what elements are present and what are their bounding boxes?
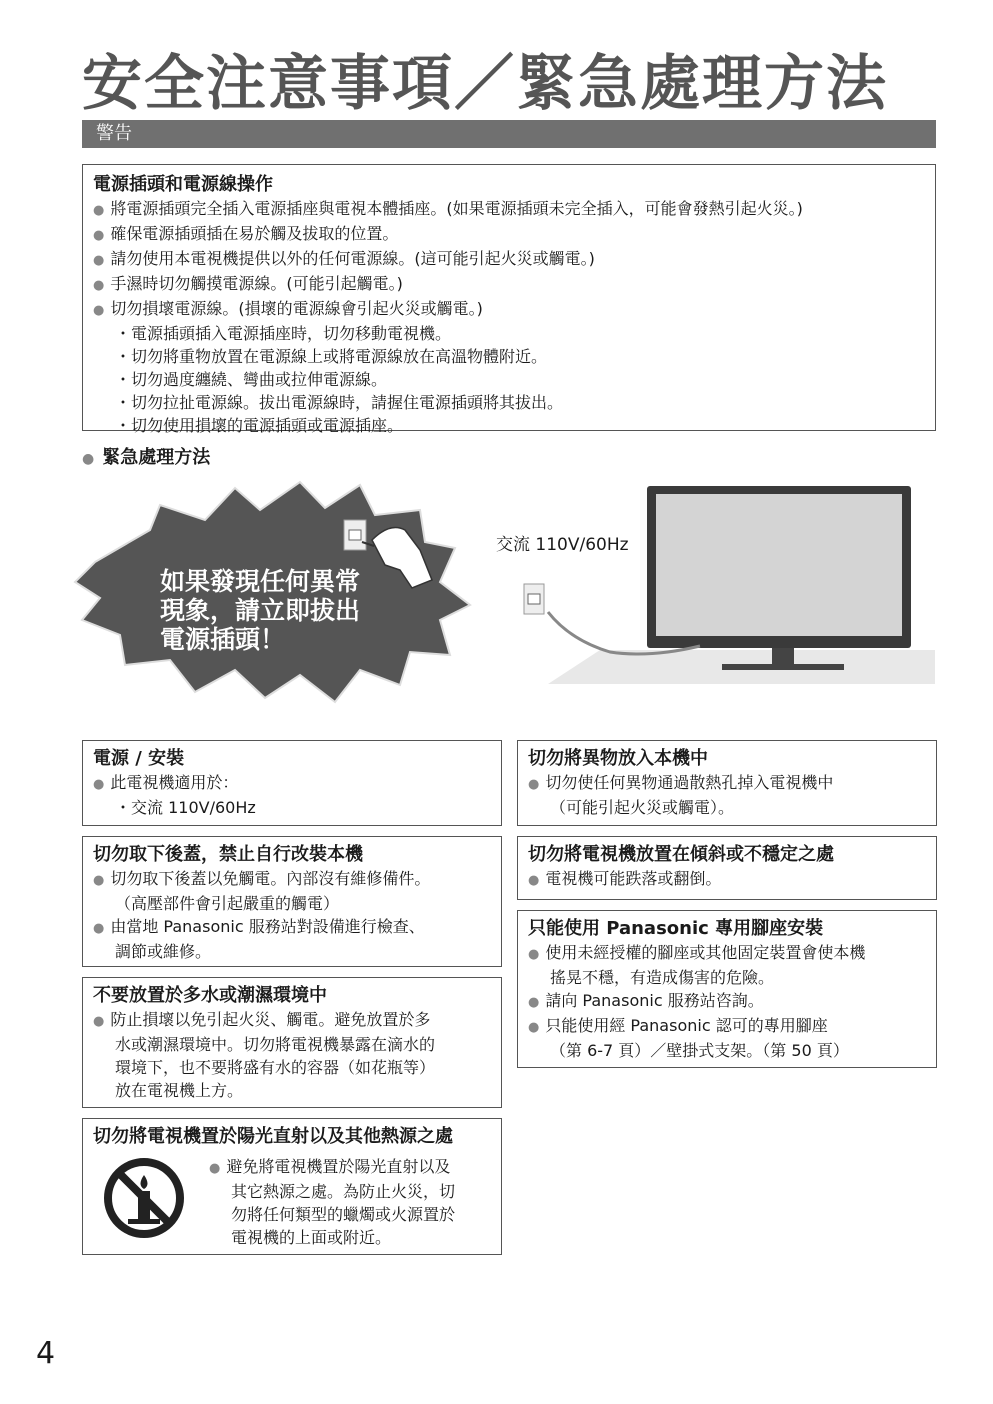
callout-line: 現象，請立即拔出 xyxy=(160,596,361,625)
power-plug-sub-bullet: ・ 切勿將重物放置在電源線上或將電源線放在高溫物體附近。 xyxy=(93,345,925,368)
warning-bar: 警告 xyxy=(82,120,936,148)
water-line: ● 防止損壞以免引起火災、觸電。避免放置於多 xyxy=(93,1008,491,1033)
power-install-bullet: ● 此電視機適用於： xyxy=(93,771,491,796)
power-plug-sub-bullet: ・ 切勿使用損壞的電源插頭或電源插座。 xyxy=(93,414,925,437)
stand-box xyxy=(517,910,937,1068)
heat-box xyxy=(82,1118,502,1255)
heat-line: 電視機的上面或附近。 xyxy=(231,1228,392,1247)
foreign-objects-heading: 切勿將異物放入本機中 xyxy=(528,748,708,769)
callout-line: 電源插頭！ xyxy=(160,625,286,654)
heat-line: 勿將任何類型的蠟燭或火源置於 xyxy=(231,1205,456,1224)
heat-line: 其它熱源之處。為防止火災，切 xyxy=(231,1182,456,1201)
water-box xyxy=(82,977,502,1108)
bullet-icon: ● xyxy=(82,451,95,467)
wall-outlet-icon xyxy=(524,584,544,614)
ac-label: 交流 110V/60Hz xyxy=(496,535,629,555)
stand-line: 搖晃不穩，有造成傷害的危險。 xyxy=(550,968,775,987)
emergency-illustration xyxy=(0,470,993,710)
power-plug-bullet: ● 將電源插頭完全插入電源插座與電視本體插座。(如果電源插頭未完全插入，可能會發熱引起火災。) xyxy=(93,197,925,222)
foreign-objects-line: ● 切勿使任何異物通過散熱孔掉入電視機中 xyxy=(528,771,926,796)
unstable-heading: 切勿將電視機放置在傾斜或不穩定之處 xyxy=(528,844,834,865)
unstable-box xyxy=(517,836,937,900)
stand-heading: 只能使用 Panasonic 專用腳座安裝 xyxy=(528,918,824,939)
emergency-callout xyxy=(160,567,360,654)
power-install-sub: ・ 交流 110V/60Hz xyxy=(93,796,491,819)
power-install-box xyxy=(82,740,502,826)
power-plug-sub-bullet: ・ 電源插頭插入電源插座時，切勿移動電視機。 xyxy=(93,322,925,345)
back-cover-line: （高壓部件會引起嚴重的觸電） xyxy=(115,894,340,913)
back-cover-line: ● 切勿取下後蓋以免觸電。內部沒有維修備件。 xyxy=(93,867,491,892)
water-line: 水或潮濕環境中。切勿將電視機暴露在滴水的 xyxy=(115,1035,436,1054)
power-plug-box xyxy=(82,164,936,435)
stand-line: ● 使用未經授權的腳座或其他固定裝置會使本機 xyxy=(528,941,926,966)
stand-line: ● 請向 Panasonic 服務站咨詢。 xyxy=(528,989,926,1014)
foreign-objects-box xyxy=(517,740,937,826)
stand-line: ● 只能使用經 Panasonic 認可的專用腳座 xyxy=(528,1014,926,1039)
page-title: 安全注意事項／緊急處理方法 xyxy=(82,49,888,119)
no-candle-icon xyxy=(101,1155,187,1241)
callout-line: 如果發現任何異常 xyxy=(160,567,361,596)
emergency-heading-text: 緊急處理方法 xyxy=(102,447,211,468)
back-cover-box xyxy=(82,836,502,967)
back-cover-heading: 切勿取下後蓋，禁止自行改裝本機 xyxy=(93,844,363,865)
foreign-objects-line: （可能引起火災或觸電）。 xyxy=(550,798,735,817)
power-plug-bullet: ● 確保電源插頭插在易於觸及拔取的位置。 xyxy=(93,222,925,247)
heat-heading: 切勿將電視機置於陽光直射以及其他熱源之處 xyxy=(93,1126,453,1147)
power-plug-sub-bullet: ・ 切勿過度纏繞、彎曲或拉伸電源線。 xyxy=(93,368,925,391)
heat-line: ● 避免將電視機置於陽光直射以及 xyxy=(209,1155,455,1180)
unstable-bullet: ● 電視機可能跌落或翻倒。 xyxy=(528,867,926,892)
water-line: 放在電視機上方。 xyxy=(115,1081,244,1100)
tv-illustration xyxy=(647,486,911,670)
back-cover-line: 調節或維修。 xyxy=(115,942,212,961)
stand-line: （第 6-7 頁）／壁掛式支架。（第 50 頁） xyxy=(550,1041,849,1060)
power-install-heading: 電源 / 安裝 xyxy=(93,748,185,769)
page-number: 4 xyxy=(36,1336,56,1371)
power-plug-heading: 電源插頭和電源線操作 xyxy=(93,174,273,195)
outlet-icon xyxy=(344,520,366,550)
power-plug-bullet: ● 請勿使用本電視機提供以外的任何電源線。(這可能引起火災或觸電。) xyxy=(93,247,925,272)
power-plug-bullet: ● 切勿損壞電源線。(損壞的電源線會引起火災或觸電。) xyxy=(93,297,925,322)
water-heading: 不要放置於多水或潮濕環境中 xyxy=(93,985,327,1006)
power-plug-bullet: ● 手濕時切勿觸摸電源線。(可能引起觸電。) xyxy=(93,272,925,297)
back-cover-line: ● 由當地 Panasonic 服務站對設備進行檢查、 xyxy=(93,915,491,940)
power-plug-sub-bullet: ・ 切勿拉扯電源線。拔出電源線時，請握住電源插頭將其拔出。 xyxy=(93,391,925,414)
emergency-heading xyxy=(82,443,210,469)
water-line: 環境下，也不要將盛有水的容器（如花瓶等） xyxy=(115,1058,436,1077)
